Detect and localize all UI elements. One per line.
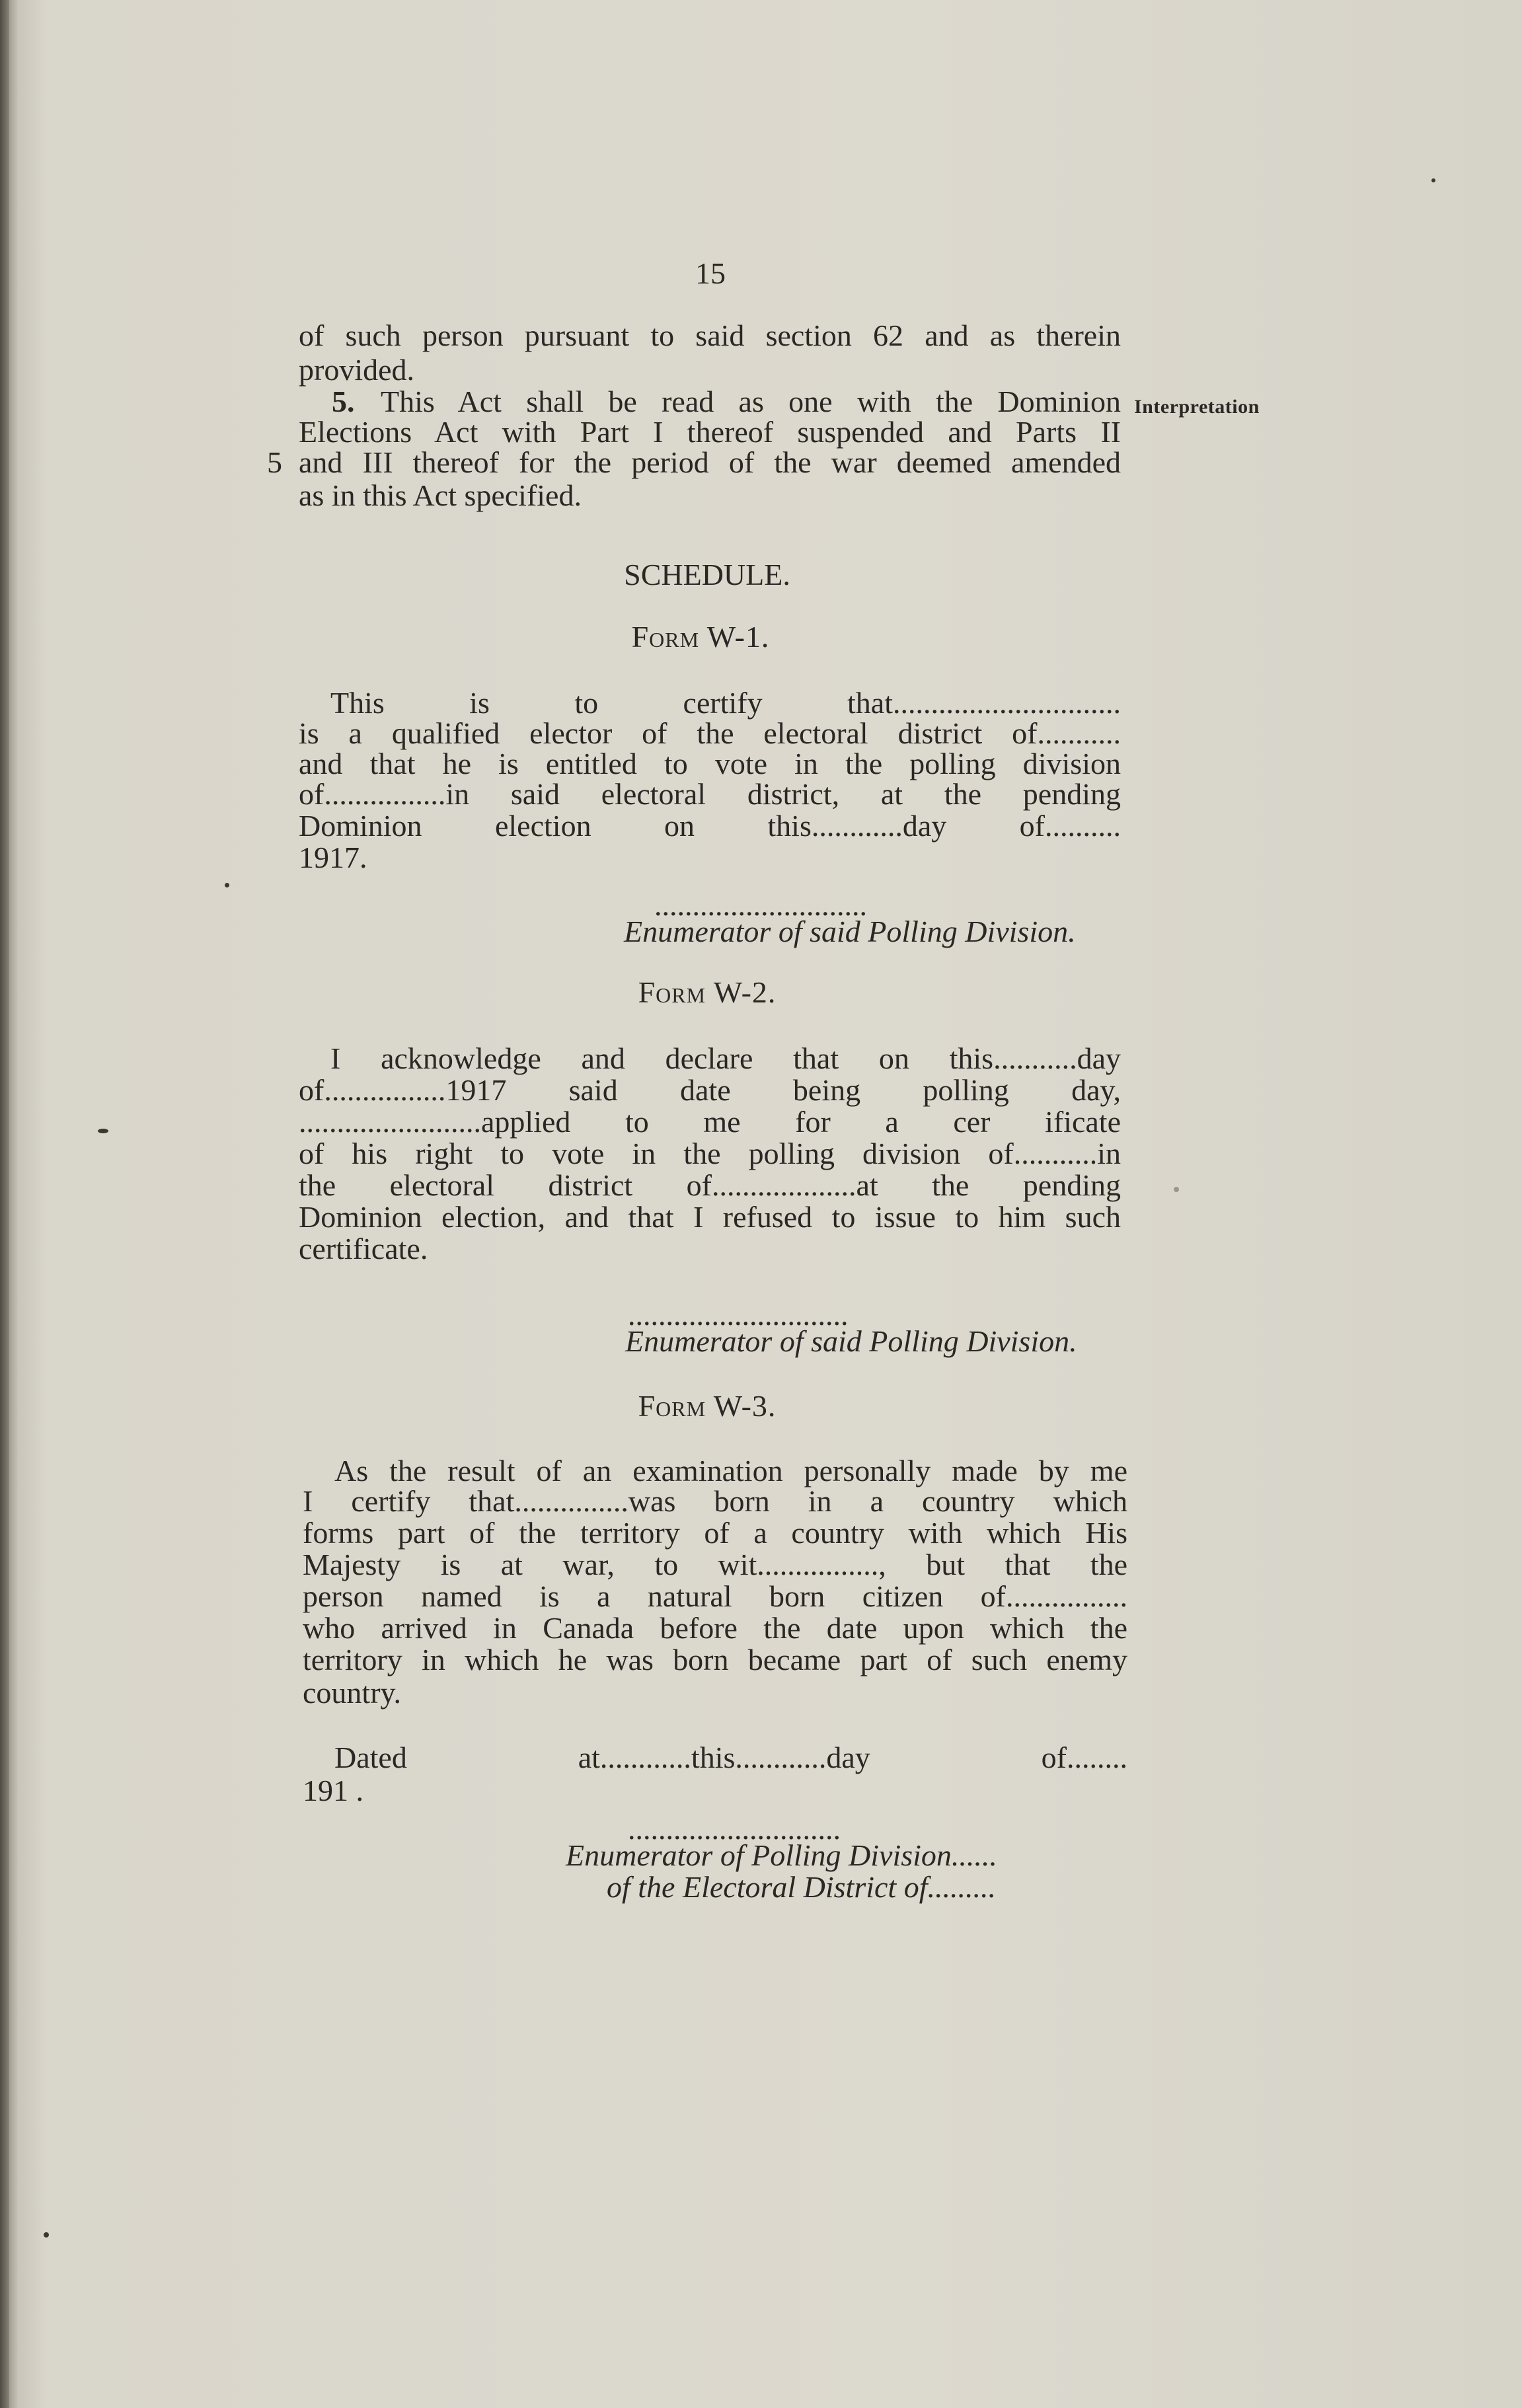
line-number: 5	[267, 445, 282, 479]
form-w3-line-8: country.	[303, 1676, 402, 1710]
form-w2-line-3: ........................applied to me for a cer ificate	[299, 1105, 1121, 1139]
scan-speck	[225, 883, 229, 887]
form-w3-line-6: who arrived in Canada before the date upon which the	[303, 1611, 1127, 1645]
page-spine-edge	[0, 0, 9, 2408]
form-w3-heading: Form W-3.	[638, 1389, 777, 1423]
section5-line-4: as in this Act specified.	[299, 478, 582, 512]
form-w2-line-2: of................1917 said date being polling day,	[299, 1073, 1121, 1107]
scan-speck	[1174, 1187, 1179, 1192]
form-w3-line-5: person named is a natural born citizen of................	[303, 1579, 1127, 1613]
scan-speck	[44, 2232, 49, 2238]
intro-line-2: provided.	[299, 353, 415, 387]
scan-speck	[98, 1129, 108, 1133]
section5-line-1: This Act shall be read as one with the Dominion	[381, 385, 1121, 418]
form-w3-dated-line-2: 191 .	[303, 1774, 363, 1807]
form-w2-line-1: I acknowledge and declare that on this...........day	[330, 1041, 1121, 1075]
form-w3-line-3: forms part of the territory of a country with which His	[303, 1516, 1127, 1550]
form-w3-dated-line-1: Dated at............this............day of........	[334, 1741, 1127, 1774]
form-w3-signature-line-1: Enumerator of Polling Division......	[566, 1838, 997, 1872]
form-w2-line-4: of his right to vote in the polling division of...........in	[299, 1137, 1121, 1170]
form-w1-line-2: is a qualified elector of the electoral district of...........	[299, 716, 1121, 750]
form-w1-heading: Form W-1.	[631, 620, 770, 654]
form-w3-line-4: Majesty is at war, to wit................, but that the	[303, 1548, 1127, 1581]
form-w1-line-4: of................in said electoral district, at the pending	[299, 777, 1121, 811]
schedule-heading: SCHEDULE.	[624, 558, 790, 591]
form-w2-line-6: Dominion election, and that I refused to issue to him such	[299, 1200, 1121, 1234]
form-w1-line-3: and that he is entitled to vote in the polling division	[299, 747, 1121, 780]
form-w3-signature-line-2: of the Electoral District of.........	[607, 1870, 996, 1904]
section-number: 5.	[332, 385, 355, 418]
form-w1-line-6: 1917.	[299, 841, 367, 874]
section5-line-2: Elections Act with Part I thereof suspended and Parts II	[299, 415, 1121, 449]
section5-line-3: and III thereof for the period of the war deemed amended	[299, 445, 1121, 479]
marginal-note: Interpretation	[1134, 396, 1260, 418]
form-w3-line-2: I certify that...............was born in a country which	[303, 1484, 1127, 1518]
intro-line-1: of such person pursuant to said section 62 and as therein	[299, 319, 1121, 352]
scan-speck	[1431, 178, 1435, 182]
page-number: 15	[695, 256, 726, 290]
form-w2-line-7: certificate.	[299, 1232, 428, 1265]
form-w1-signature-dots: ............................	[654, 888, 867, 922]
form-w2-signature-dots: .............................	[628, 1298, 849, 1332]
form-w2-signature-label: Enumerator of said Polling Division.	[625, 1324, 1077, 1358]
form-w2-heading: Form W-2.	[638, 975, 777, 1009]
form-w1-line-5: Dominion election on this............day of..........	[299, 809, 1121, 843]
form-w1-signature-label: Enumerator of said Polling Division.	[624, 915, 1076, 948]
form-w3-line-7: territory in which he was born became part of such enemy	[303, 1643, 1127, 1676]
form-w2-line-5: the electoral district of...................at the pending	[299, 1168, 1121, 1202]
form-w3-signature-dots: ............................	[628, 1812, 841, 1846]
form-w1-line-1: This is to certify that..............................	[330, 686, 1121, 720]
form-w3-line-1: As the result of an examination personally made by me	[334, 1454, 1127, 1487]
